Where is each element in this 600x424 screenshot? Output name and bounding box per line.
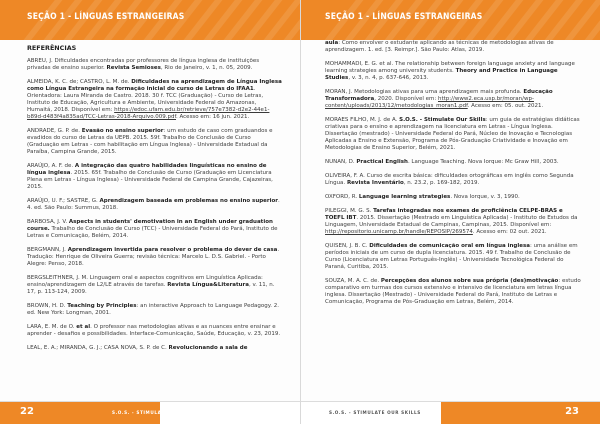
reference-title: Evasão no ensino superior	[81, 128, 164, 134]
reference-text: BROWN, H. D.	[27, 303, 68, 309]
reference-text: BERGMANN, J.	[27, 247, 68, 253]
reference-title: aula	[325, 40, 339, 46]
reference-text: PILEGGI, M. G. S.	[325, 208, 374, 214]
reference-title: S.O.S. - Stimulate Our Skills	[399, 117, 486, 123]
reference-entry	[27, 79, 282, 121]
reference-title: Dificuldades de comunicação oral em língua inglesa	[369, 243, 530, 249]
reference-text: . Language Teaching. Nova Iorque: Mc Graw Hill, 2003.	[407, 159, 559, 165]
reference-entry	[27, 345, 282, 352]
left-page-footer	[0, 401, 300, 424]
reference-text: QUISEN, J. B. C.	[325, 243, 370, 249]
reference-entry	[325, 243, 581, 271]
reference-text: ALMEIDA, K. C. de; CASTRO, L. M. de.	[27, 79, 132, 85]
reference-text: , Rio de Janeiro, v. 1, n. 05, 2009.	[160, 65, 253, 71]
right-page-header	[301, 0, 600, 40]
reference-entry	[325, 278, 581, 306]
reference-text: OXFORD, R.	[325, 194, 359, 200]
reference-entry	[27, 247, 282, 268]
reference-text: MORAN, J. Metodologias ativas para uma aprendizagem mais profunda.	[325, 89, 524, 95]
page-number: 22	[20, 406, 34, 417]
references-heading: REFERÊNCIAS	[27, 44, 77, 52]
reference-text: , v. 11, n. 17, p. 113-124, 2009.	[27, 282, 275, 295]
reference-entry	[27, 303, 282, 317]
reference-title: et al	[76, 324, 91, 330]
right-page-footer	[301, 401, 600, 424]
reference-text: . 2015. Dissertação (Mestrado em Linguística Aplicada) - Instituto de Estudos da Linguagem, Universidade Estadual de Campinas, Campinas, 2015. Disponível em:	[325, 215, 578, 228]
reference-text: , n. 23.2, p. 169-182, 2019.	[403, 180, 480, 186]
reference-text: BARBOSA, J. V.	[27, 219, 69, 225]
right-references	[325, 40, 581, 313]
reference-text: . Orientadora: Laura Miranda de Castro. 2018. 30 f. TCC (Graduação) - Curso de Letras, Instituto de Educação, Agricultura e Ambiente, Universidade Federal do Amazonas, Humaitá, 2018. Disponível em:	[27, 86, 264, 113]
reference-text: . 2015. 65f. Trabalho de Conclusão de Curso (Graduação em Licenciatura Plena em Letras - Língua Inglesa) - Universidade Federal de Campina Grande, Cajazeiras, 2015.	[27, 170, 273, 190]
reference-text: MOHAMMADI, E. G. et al. The relationship between foreign language anxiety and language learning strategies among university students.	[325, 61, 575, 74]
reference-text: . Acesso em: 02 out. 2021.	[472, 229, 547, 235]
reference-text: MORAES FILHO, M. J. de A.	[325, 117, 400, 123]
reference-entry	[325, 40, 581, 54]
reference-text: . Acesso em: 05. out. 2021.	[467, 103, 544, 109]
reference-link[interactable]: http://www2.eca.usp.br/moran/wp-content/uploads/2013/12/metodologias_moran1.pdf	[325, 96, 534, 109]
page-number: 23	[565, 406, 579, 417]
reference-entry	[325, 159, 581, 166]
reference-title: Percepções dos alunos sobre sua própria (des)motivação	[380, 278, 559, 284]
reference-text: ABREU, J. Dificuldades encontradas por professores de língua inglesa de instituições privadas de ensino superior.	[27, 58, 260, 71]
reference-title: Language learning strategies	[358, 194, 451, 200]
reference-text: LARA, E. M. de O.	[27, 324, 77, 330]
reference-text: BERGSLEITHNER, J. M. Linguagem oral e aspectos cognitivos em Linguística Aplicada: ensino/aprendizagem de L2/LE através de tarefas.	[27, 275, 263, 288]
right-page	[300, 0, 600, 424]
left-references	[27, 44, 282, 359]
reference-text: . Tradução: Henrique de Oliveira Guerra; revisão técnica: Marcelo L. D.S. Gabriel. - Porto Alegre: Penso, 2018.	[27, 247, 280, 267]
reference-title: Educação Transformadora	[325, 89, 553, 102]
reference-text: . O professor nas metodologias ativas e as nuances entre ensinar e aprender - desafios e possibilidades. Interface-Comunicação, Saúde, Educação, v. 23, 2019.	[27, 324, 281, 337]
reference-title: Aprendizagem baseada em problemas no ensino superior	[99, 198, 278, 204]
reference-title: Revolucionando a sala de	[168, 345, 248, 351]
reference-entry	[325, 117, 581, 152]
reference-entry	[27, 128, 282, 156]
reference-text: : um guia de estratégias didáticas criativas para o ensino e aprendizagem na licenciatura em Letras - Língua Inglesa. Dissertação (mestrado) - Universidade Federal do Pará, Núcleo de Inovação e Tecnologias Aplicadas a Ensino e Extensão, Programa de Pós-Graduação Criatividade e Inovação em Metodologias de Ensino Superior, Belém, 2021.	[325, 117, 580, 151]
reference-title: Revista Língua&Literatura	[167, 282, 249, 288]
reference-title: Revista Inventário	[346, 180, 404, 186]
reference-title: Aprendizagem invertida para resolver o problema do dever de casa	[67, 247, 278, 253]
reference-entry	[27, 275, 282, 296]
reference-text: ARAÚJO, U. F.; SASTRE, G.	[27, 198, 100, 204]
reference-title: Tarefas integradas nos exames de proficiência CELPE-BRAS e TOEFL IBT	[325, 208, 563, 221]
reference-text: OLIVEIRA, F. A. Curso de escrita básica: dificuldades ortográficas em inglês como Segunda Língua.	[325, 173, 574, 186]
reference-text: , 2020. Disponível em:	[374, 96, 438, 102]
left-page-header	[0, 0, 300, 40]
reference-title: Dificuldades na aprendizagem de Língua Inglesa como Língua Estrangeira na formação inicial do curso de Letras do IFAA1	[27, 79, 282, 92]
reference-text: : uma análise em períodos iniciais de um curso de dupla licenciatura. 2015. 49 f. Trabalho de Conclusão de Curso (Licenciatura em Letras Português-Inglês) - Universidade Tecnológica Federal do Paraná, Curitiba, 2015.	[325, 243, 578, 270]
reference-text: : estudo comparativo em turmas dos cursos extensivo e intensivo de licenciatura em letras língua inglesa. Dissertação (Mestrado) - Universidade Federal do Pará, Instituto de Letras e Comunicação, Programa de Pós-Graduação em Letras, Belém, 2014.	[325, 278, 581, 305]
reference-title: Aspects in students' demotivation in an English under graduation course.	[27, 219, 273, 232]
reference-text: . Nova Iorque, v. 3, 1990.	[450, 194, 520, 200]
reference-text: . Acesso em: 16 jun. 2021.	[176, 114, 250, 120]
reference-title: Revista Semioses	[106, 65, 161, 71]
reference-text: : Como envolver o estudante aplicando as técnicas de metodologias ativas de aprendizagem. 1. ed. [3. Reimpr.]. São Paulo: Atlas, 2019.	[325, 40, 554, 53]
reference-list	[325, 40, 581, 306]
reference-title: Teaching by Principles	[67, 303, 137, 309]
reference-entry	[325, 173, 581, 187]
reference-link[interactable]: http://repositorio.unicamp.br/handle/REPOSIP/269574	[325, 229, 473, 235]
reference-text: ARAÚJO, A. F. de.	[27, 163, 75, 169]
footer-bar	[0, 402, 204, 424]
section-title: SEÇÃO 1 - LÍNGUAS ESTRANGEIRAS	[27, 12, 185, 22]
reference-entry	[27, 219, 282, 240]
reference-text: SOUZA, M. A. C. de.	[325, 278, 381, 284]
reference-title: Practical English	[356, 159, 408, 165]
reference-list	[27, 58, 282, 352]
reference-text: : um estudo de caso com graduandos e evadidos do curso de Letras da UEPB. 2015. 59f. Trabalho de Conclusão de Curso (Graduação em Letras - com habilitação em Língua Inglesa) - Universidade Estadual da Paraíba, Campina Grande, 2015.	[27, 128, 273, 155]
footer-brand: S.O.S. - STIMULATE OUR SKILLS	[329, 410, 421, 415]
reference-text: : an interactive Approach to Language Pedagogy. 2. ed. New York: Longman, 2001.	[27, 303, 279, 316]
reference-text: LEAL, E. A.; MIRANDA, G. J.; CASA NOVA, S. P. de C.	[27, 345, 169, 351]
reference-title: Theory and Practice in Language Studies	[325, 68, 558, 81]
reference-entry	[27, 58, 282, 72]
reference-title: A integração das quatro habilidades linguísticas no ensino de língua inglesa	[27, 163, 267, 176]
reference-text: . 4. ed. São Paulo: Summus, 2018.	[27, 198, 280, 211]
reference-entry	[325, 89, 581, 110]
reference-entry	[27, 198, 282, 212]
footer-bar	[441, 402, 600, 424]
reference-text: Trabalho de Conclusão de Curso (TCC) - Universidade Federal do Pará, Instituto de Letras e Comunicação, Belém, 2014.	[27, 226, 278, 239]
reference-link[interactable]: https://edoc.ufam.edu.br/retrieve/757e7382-d2e2-44e1-b89d-d483f4a835ad/TCC-Letras-2018-Arquivo.009.pdf	[27, 107, 270, 120]
reference-entry	[27, 324, 282, 338]
reference-entry	[325, 194, 581, 201]
reference-text: , v. 3, n. 4, p. 637-646, 2013.	[348, 75, 429, 81]
reference-entry	[325, 61, 581, 82]
reference-entry	[27, 163, 282, 191]
footer-brand: S.O.S. - STIMULATE OUR SKILLS	[112, 410, 204, 415]
reference-entry	[325, 208, 581, 236]
section-title: SEÇÃO 1 - LÍNGUAS ESTRANGEIRAS	[325, 12, 483, 22]
reference-text: NUNAN, D.	[325, 159, 357, 165]
reference-text: ANDRADE, G. P. de.	[27, 128, 82, 134]
